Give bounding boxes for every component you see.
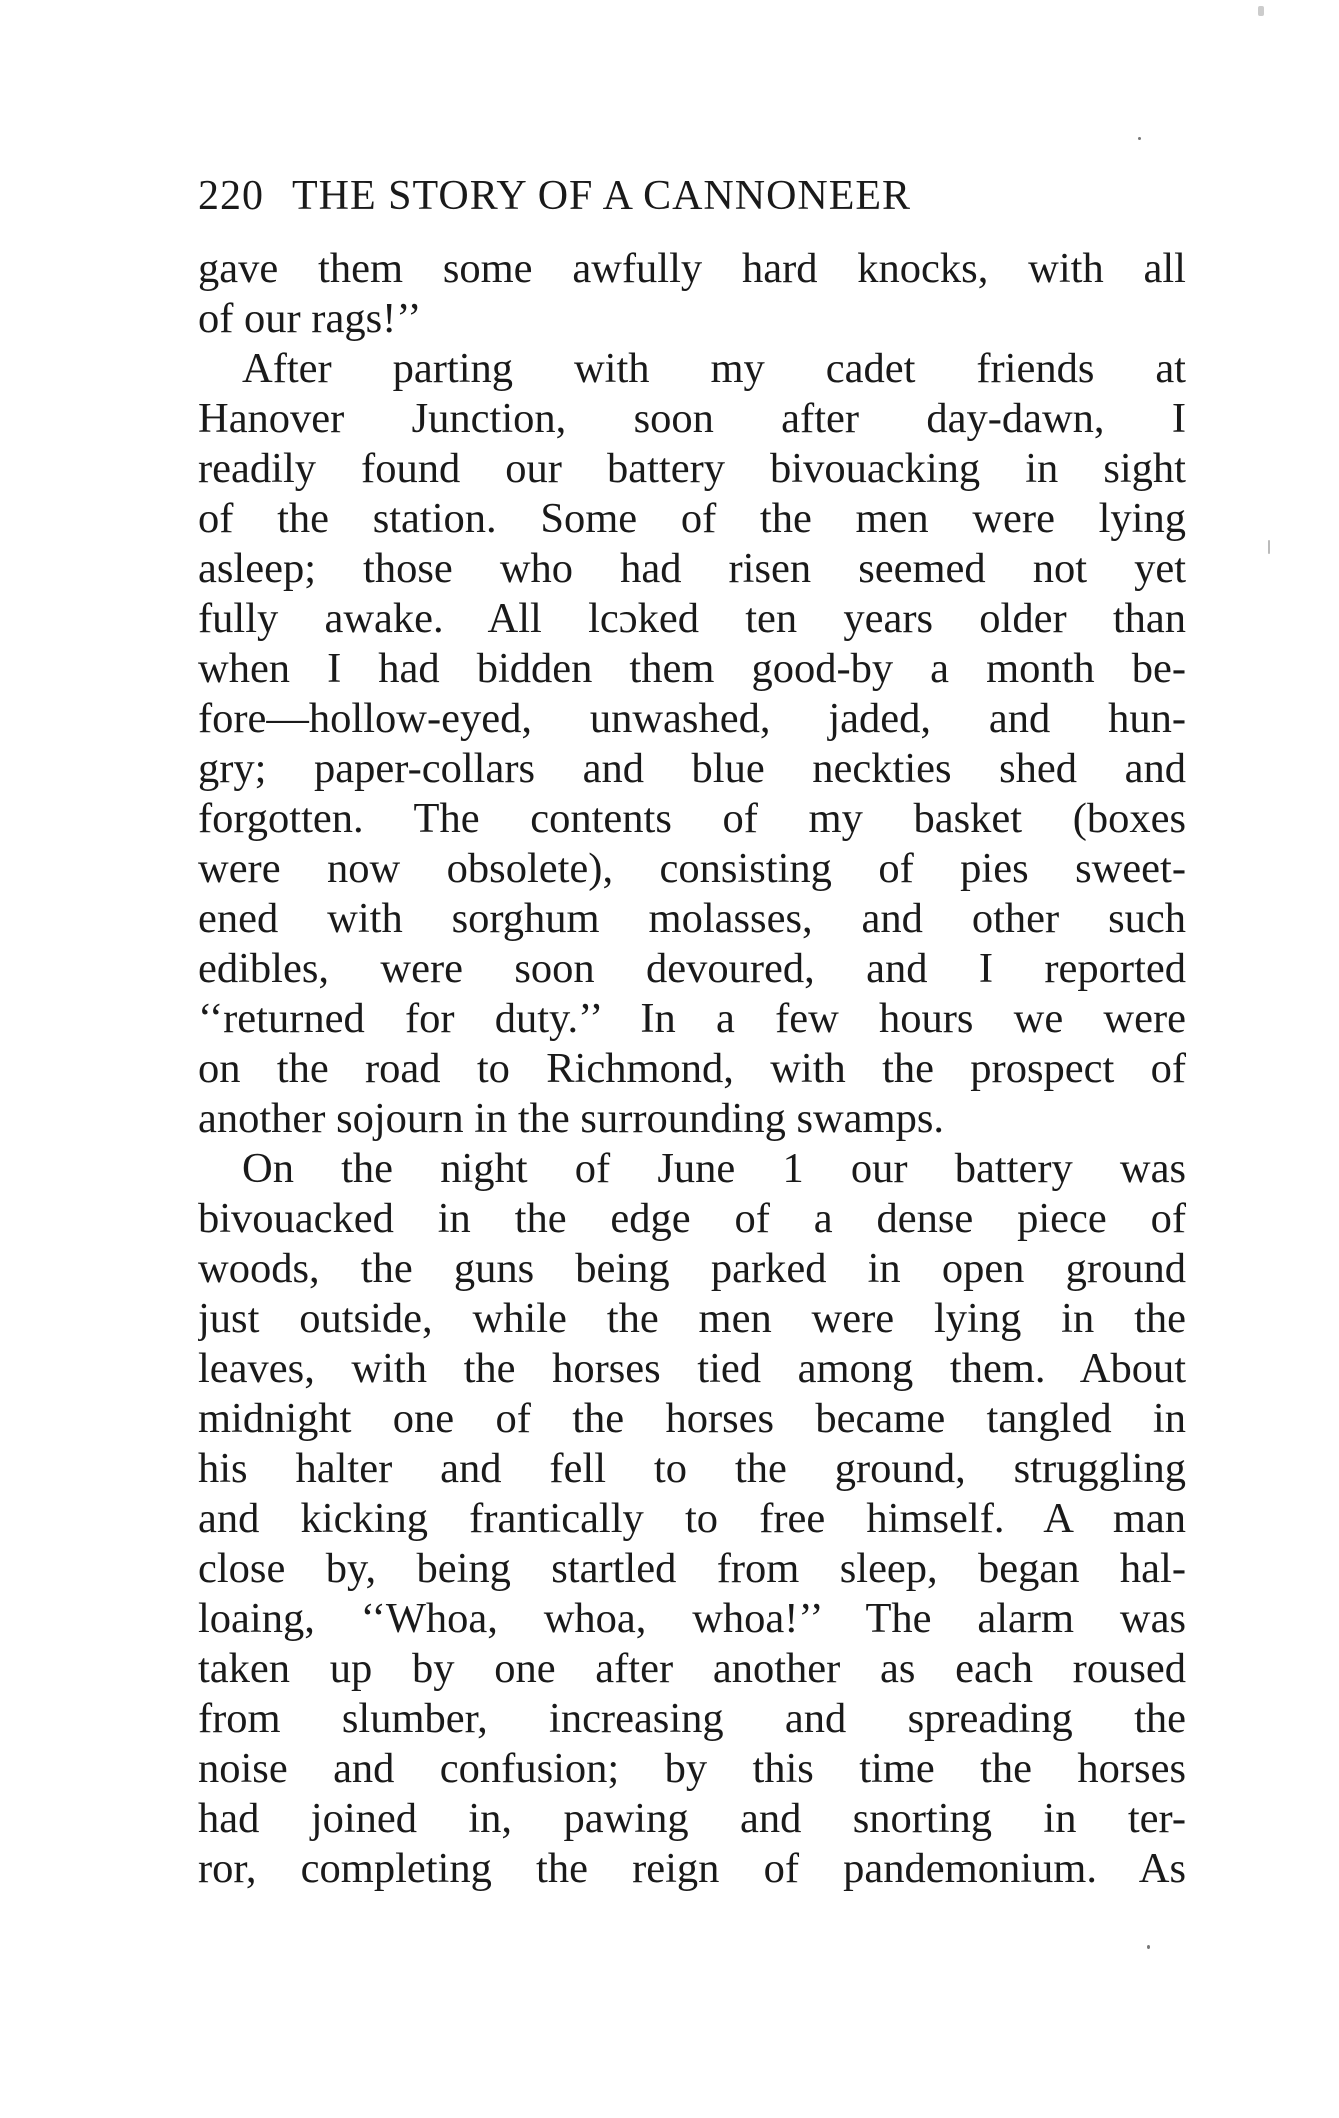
text-line: another sojourn in the surrounding swamps. (198, 1095, 945, 1142)
running-head (198, 168, 1098, 224)
text-line: his halter and fell to the ground, struggling (198, 1445, 1186, 1492)
paper-speck (1268, 540, 1270, 554)
text-line: just outside, while the men were lying in the (198, 1295, 1186, 1342)
text-line: loaing, ‘‘Whoa, whoa, whoa!’’ The alarm was (198, 1595, 1186, 1642)
text-line: when I had bidden them good-by a month be- (198, 645, 1186, 692)
text-line: close by, being startled from sleep, began hal- (198, 1545, 1186, 1592)
text-line: ‘‘returned for duty.’’ In a few hours we were (198, 995, 1186, 1042)
paper-speck (1147, 1945, 1150, 1949)
text-line: Hanover Junction, soon after day-dawn, I (198, 395, 1186, 442)
text-line: noise and confusion; by this time the horses (198, 1745, 1186, 1792)
text-line: fore—hollow-eyed, unwashed, jaded, and hun- (198, 695, 1186, 742)
text-line: gave them some awfully hard knocks, with all (198, 245, 1186, 292)
page-number: 220 (198, 173, 264, 219)
text-line: readily found our battery bivouacking in sight (198, 445, 1186, 492)
text-line: midnight one of the horses became tangled in (198, 1395, 1186, 1442)
text-line: on the road to Richmond, with the prospect of (198, 1045, 1186, 1092)
text-line: and kicking frantically to free himself. A man (198, 1495, 1186, 1542)
paper-speck (1258, 6, 1264, 16)
text-line: ror, completing the reign of pandemonium. As (198, 1845, 1186, 1892)
text-line: bivouacked in the edge of a dense piece of (198, 1195, 1186, 1242)
text-line: fully awake. All lcɔked ten years older than (198, 595, 1186, 642)
body-text (198, 244, 1186, 1894)
text-line: ened with sorghum molasses, and other such (198, 895, 1186, 942)
text-line: After parting with my cadet friends at (242, 345, 1186, 392)
text-line: had joined in, pawing and snorting in ter- (198, 1795, 1186, 1842)
text-line: gry; paper-collars and blue neckties shed and (198, 745, 1186, 792)
text-line: asleep; those who had risen seemed not yet (198, 545, 1186, 592)
text-line: woods, the guns being parked in open ground (198, 1245, 1186, 1292)
text-line: of our rags!’’ (198, 295, 422, 342)
text-line: were now obsolete), consisting of pies sweet- (198, 845, 1186, 892)
text-line: from slumber, increasing and spreading the (198, 1695, 1186, 1742)
text-line: of the station. Some of the men were lying (198, 495, 1186, 542)
running-title: THE STORY OF A CANNONEER (292, 173, 912, 219)
text-line: On the night of June 1 our battery was (242, 1145, 1186, 1192)
text-line: forgotten. The contents of my basket (boxes (198, 795, 1186, 842)
text-line: taken up by one after another as each roused (198, 1645, 1186, 1692)
paper-speck (1138, 137, 1141, 140)
text-line: leaves, with the horses tied among them. About (198, 1345, 1186, 1392)
text-line: edibles, were soon devoured, and I reported (198, 945, 1186, 992)
